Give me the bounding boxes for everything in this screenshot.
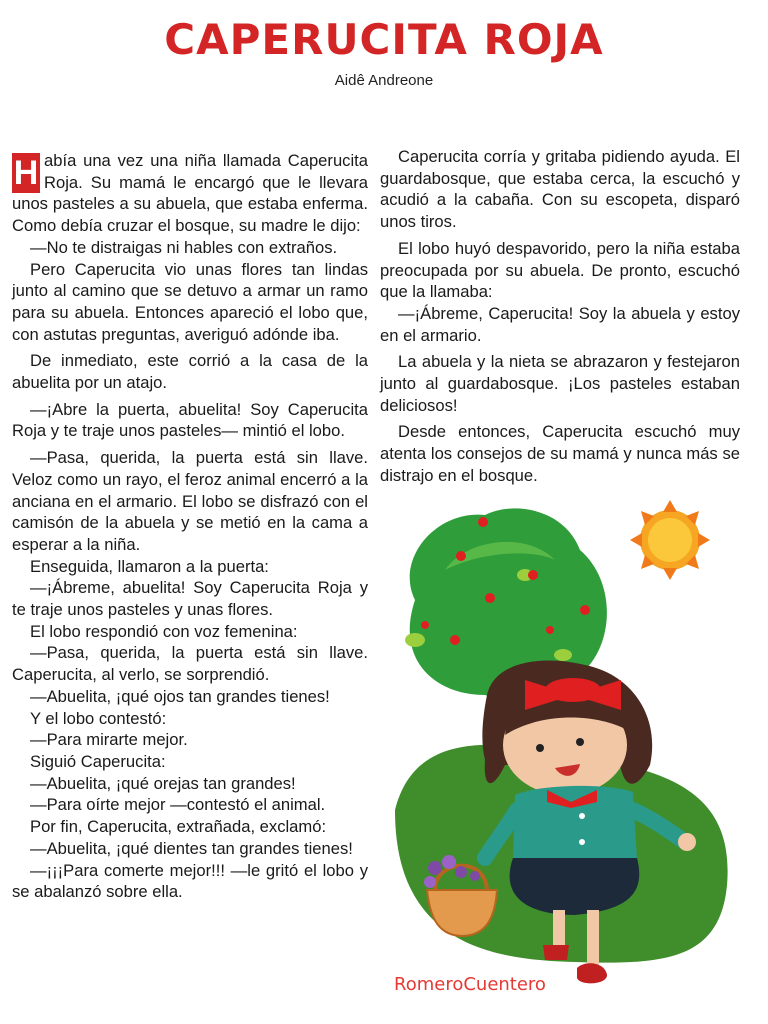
paragraph: Siguió Caperucita: bbox=[30, 751, 166, 771]
drop-cap: H bbox=[13, 154, 39, 192]
paragraph: —Para oírte mejor —contestó el animal. bbox=[30, 795, 326, 815]
paragraph: Desde entonces, Caperucita escuchó muy atenta los consejos de su mamá y nunca más se distrajo en el bosque. bbox=[380, 422, 740, 485]
paragraph: H abía una vez una niña llamada Caperucita Roja. Su mamá le encargó que le llevara unos pasteles a su abuela, que estaba enferma. Como debía cruzar el bosque, su madre le dijo: bbox=[12, 151, 368, 236]
paragraph: —Abuelita, ¡qué ojos tan grandes tienes! bbox=[30, 686, 330, 706]
paragraph: —Abuelita, ¡qué orejas tan grandes! bbox=[30, 773, 296, 793]
story-title: CAPERUCITA ROJA bbox=[164, 15, 604, 64]
story-illustration bbox=[375, 490, 745, 1010]
paragraph: —¡¡¡Para comerte mejor!!! —le gritó el lobo y se abalanzó sobre ella. bbox=[12, 860, 368, 902]
paragraph: —No te distraigas ni hables con extraños. bbox=[30, 237, 338, 257]
paragraph: —Abuelita, ¡qué dientes tan grandes tienes! bbox=[30, 838, 353, 858]
sun-icon bbox=[630, 500, 710, 580]
paragraph: Caperucita corría y gritaba pidiendo ayuda. El guardabosque, que estaba cerca, la escuchó y acudió a la cabaña. Con su escopeta, disparó unos tiros. bbox=[380, 147, 740, 232]
paragraph: El lobo huyó despavorido, pero la niña estaba preocupada por su abuela. De pronto, escuchó que la llamaba: bbox=[380, 238, 740, 302]
paragraph: —¡Ábreme, abuelita! Soy Caperucita Roja y te traje unos pasteles y unas flores. bbox=[12, 578, 368, 620]
paragraph: De inmediato, este corrió a la casa de la abuelita por un atajo. bbox=[12, 351, 368, 393]
paragraph: —¡Abre la puerta, abuelita! Soy Caperucita Roja y te traje unos pasteles— mintió el lobo. bbox=[12, 399, 368, 441]
author-name: Aidê Andreone bbox=[334, 72, 434, 89]
paragraph: La abuela y la nieta se abrazaron y festejaron junto al guardabosque. ¡Los pasteles estaban deliciosos! bbox=[380, 352, 740, 415]
paragraph: Pero Caperucita vio unas flores tan lindas junto al camino que se detuvo a armar un ramo para su abuela. Entonces apareció el lobo que, con astutas preguntas, averiguó adónde iba. bbox=[12, 259, 368, 344]
paragraph: —Pasa, querida, la puerta está sin llave. Caperucita, al verlo, se sorprendió. bbox=[12, 643, 368, 685]
paragraph: —¡Ábreme, Caperucita! Soy la abuela y estoy en el armario. bbox=[380, 303, 740, 345]
paragraph: Enseguida, llamaron a la puerta: bbox=[30, 556, 269, 576]
right-column bbox=[380, 146, 740, 487]
left-column bbox=[12, 150, 368, 903]
paragraph: —Para mirarte mejor. bbox=[30, 730, 188, 750]
paragraph: Y el lobo contestó: bbox=[30, 708, 167, 728]
paragraph: El lobo respondió con voz femenina: bbox=[30, 621, 298, 641]
paragraph: Por fin, Caperucita, extrañada, exclamó: bbox=[30, 817, 327, 837]
watermark-credit: RomeroCuentero bbox=[394, 974, 546, 995]
paragraph: —Pasa, querida, la puerta está sin llave. Veloz como un rayo, el feroz animal encerró a la anciana en el armario. El lobo se disfrazó con el camisón de la abuela y se metió en la cama a esperar a la niña. bbox=[12, 448, 368, 554]
